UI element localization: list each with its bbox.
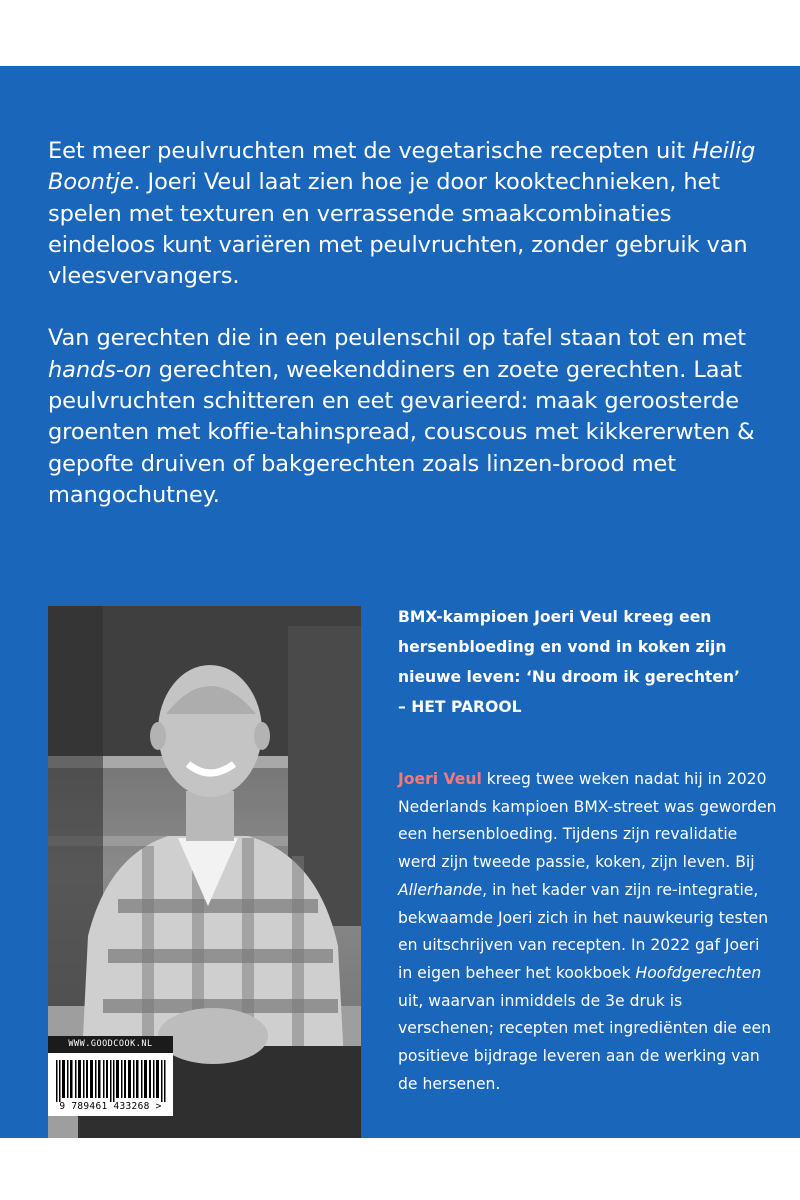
intro-p1-text-2: . Joeri Veul laat zien hoe je door kooktechnieken, het spelen met texturen en verrassende smaakcombinaties eindeloos kunt variëren met peulvruchten, zonder gebruik van vleesvervangers. [48,169,748,290]
intro-p2-text: Van gerechten die in een peulenschil op tafel staan tot en met [48,325,747,352]
book-back-cover [0,66,800,1138]
intro-text [48,136,768,511]
press-quote [398,602,778,722]
isbn-digits: 9 789461 433268 > [59,1101,162,1112]
bio-text-1: kreeg twee weken nadat hij in 2020 Nederlands kampioen BMX-street was geworden een hersenbloeding. Tijdens zijn revalidatie werd zijn tweede passie, koken, zijn leven. Bij [398,770,777,872]
quote-source: – HET PAROOL [398,698,522,716]
barcode-icon [56,1060,168,1102]
bio-text-2: , in het kader van zijn re-integratie, bekwaamde Joeri zich in het nauwkeurig testen en uitschrijven van recepten. In 2022 gaf Joeri in eigen beheer het kookboek [398,880,769,982]
quote-text: BMX-kampioen Joeri Veul kreeg een hersenbloeding en vond in koken zijn nieuwe leven: ‘Nu droom ik gerechten’ [398,608,740,686]
intro-paragraph-2 [48,323,768,511]
author-name: Joeri Veul [398,770,482,788]
publisher-url: WWW.GOODCOOK.NL [48,1036,173,1053]
bio-text-3: uit, waarvan inmiddels de 3e druk is verschenen; recepten met ingrediënten die een positieve bijdrage leveren aan de werking van de hersenen. [398,991,771,1093]
barcode-panel [48,1036,173,1116]
intro-p2-text-2: gerechten, weekenddiners en zoete gerechten. Laat peulvruchten schitteren en eet gevarieerd: maak geroosterde groenten met koffie-tahinspread, couscous met kikkererwten & gepofte druiven of bakgerechten zoals linzen-brood met mangochutney. [48,356,755,508]
author-bio [398,766,778,1098]
book-title: Heilig Boontje [48,138,756,196]
intro-p1-text: Eet meer peulvruchten met de vegetarische recepten uit [48,138,693,164]
intro-p2-emphasis: hands-on [48,356,152,383]
bio-magazine: Allerhande [398,880,483,899]
intro-paragraph-1 [48,136,768,292]
bio-book-title: Hoofdgerechten [635,963,762,982]
